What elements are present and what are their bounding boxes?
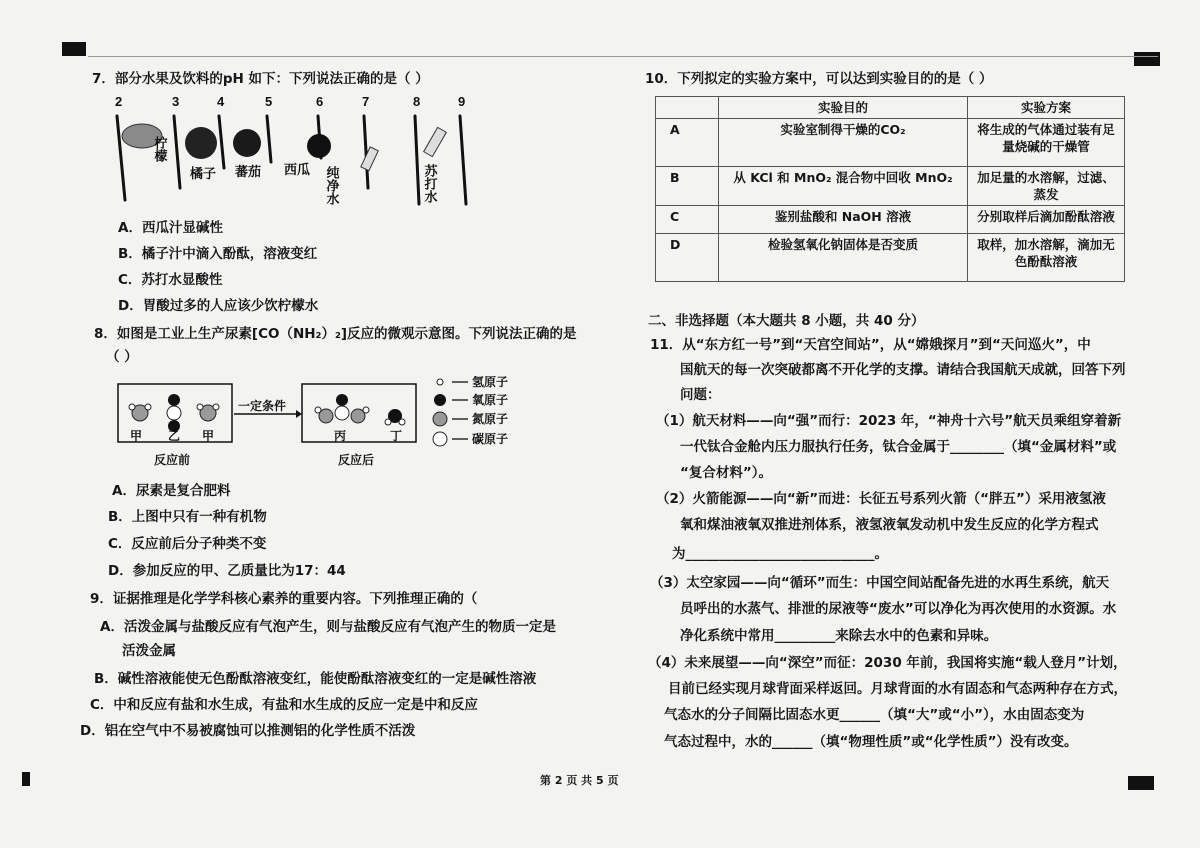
q9-stem: 9．证据推理是化学学科核心素养的重要内容。下列推理正确的（ bbox=[90, 591, 478, 607]
table-row bbox=[656, 206, 1125, 234]
q7-option-b: B．橘子汁中滴入酚酞，溶液变红 bbox=[118, 246, 318, 262]
table-cell-plan: 加足量的水溶解，过滤、蒸发 bbox=[968, 167, 1125, 206]
ph-bar bbox=[219, 116, 224, 168]
ph-tick-label: 2 bbox=[115, 94, 123, 109]
soda-bottle-icon bbox=[424, 127, 447, 156]
q11-line: “复合材料”）。 bbox=[680, 465, 772, 481]
q8-stem: 8．如图是工业上生产尿素[CO（NH₂）₂]反应的微观示意图。下列说法正确的是 bbox=[94, 326, 577, 342]
mol-label-ding: 丁 bbox=[390, 429, 403, 443]
q11-line: 气态水的分子间隔比固态水更______（填“大”或“小”），水由固态变为 bbox=[664, 707, 1085, 723]
q9-option-a: A．活泼金属与盐酸反应有气泡产生，则与盐酸反应有气泡产生的物质一定是 bbox=[100, 619, 556, 635]
item-label-water: 纯净水 bbox=[324, 166, 340, 205]
q7-stem: 7．部分水果及饮料的pH 如下：下列说法正确的是（ ） bbox=[92, 71, 429, 87]
legend-carbon-icon bbox=[433, 432, 447, 446]
q11-line: （2）火箭能源——向“新”而进：长征五号系列火箭（“胖五”）采用液氢液 bbox=[656, 491, 1106, 507]
table-cell-key: A bbox=[656, 119, 719, 167]
table-header-purpose: 实验目的 bbox=[719, 97, 968, 119]
scan-corner-mark-bottom-left bbox=[22, 772, 30, 786]
table-cell-plan: 取样，加水溶解，滴加无色酚酞溶液 bbox=[968, 234, 1125, 282]
item-label-soda: 苏打水 bbox=[422, 164, 438, 203]
q7-option-c: C．苏打水显酸性 bbox=[118, 272, 223, 288]
scan-corner-mark-bottom-right bbox=[1128, 776, 1154, 790]
q9-option-b: B．碱性溶液能使无色酚酞溶液变红，能使酚酞溶液变红的一定是碱性溶液 bbox=[94, 671, 537, 687]
mol-label-jia-2: 甲 bbox=[202, 429, 215, 443]
legend-oxygen-icon bbox=[434, 394, 446, 406]
legend-hydrogen-icon bbox=[437, 379, 443, 385]
legend-nitrogen: 氮原子 bbox=[472, 412, 509, 426]
q11-line: 一代钛合金舱内压力服执行任务，钛合金属于________（填“金属材料”或 bbox=[680, 439, 1117, 455]
table-header-plan: 实验方案 bbox=[968, 97, 1125, 119]
ph-bar bbox=[460, 116, 466, 204]
q7-option-a: A．西瓜汁显碱性 bbox=[118, 220, 223, 236]
after-label: 反应后 bbox=[338, 453, 375, 467]
water-bottle-icon bbox=[361, 147, 378, 171]
orange-icon bbox=[185, 127, 217, 159]
atom-legend bbox=[433, 376, 508, 446]
q8-option-a: A．尿素是复合肥料 bbox=[112, 483, 231, 499]
q11-line: 氧和煤油液氧双推进剂体系，液氢液氧发动机中发生反应的化学方程式 bbox=[680, 517, 1099, 533]
table-header-row bbox=[656, 97, 1125, 119]
q11-line: 11．从“东方红一号”到“天宫空间站”，从“嫦娥探月”到“天问巡火”，中 bbox=[650, 337, 1091, 353]
molecule-nh3 bbox=[129, 404, 151, 421]
ph-tick-label: 8 bbox=[413, 94, 421, 109]
section-2-heading: 二、非选择题（本大题共 8 小题，共 40 分） bbox=[648, 313, 925, 329]
table-cell-purpose: 实验室制得干燥的CO₂ bbox=[719, 119, 968, 167]
table-cell-purpose: 鉴别盐酸和 NaOH 溶液 bbox=[719, 206, 968, 234]
q11-line: 问题： bbox=[680, 387, 721, 403]
q8-option-c: C．反应前后分子种类不变 bbox=[108, 536, 267, 552]
item-label-lemon: 柠檬 bbox=[152, 136, 168, 162]
ph-tick-label: 6 bbox=[316, 94, 324, 109]
q11-line: 气态过程中，水的______（填“物理性质”或“化学性质”）没有改变。 bbox=[664, 734, 1078, 750]
mol-label-jia-1: 甲 bbox=[130, 429, 143, 443]
ph-tick-label: 9 bbox=[458, 94, 466, 109]
table-cell bbox=[656, 97, 719, 119]
molecule-nh3 bbox=[197, 404, 219, 421]
q8-answer-paren: （ ） bbox=[106, 349, 138, 365]
page-footer: 第 2 页 共 5 页 bbox=[540, 774, 619, 787]
reaction-diagram bbox=[110, 376, 540, 474]
legend-oxygen: 氧原子 bbox=[472, 393, 509, 407]
q11-line: （3）太空家园——向“循环”而生：中国空间站配备先进的水再生系统，航天 bbox=[650, 575, 1110, 591]
table-cell-purpose: 检验氢氧化钠固体是否变质 bbox=[719, 234, 968, 282]
table-cell-purpose: 从 KCl 和 MnO₂ 混合物中回收 MnO₂ bbox=[719, 167, 968, 206]
q11-line: （4）未来展望——向“深空”而征：2030 年前，我国将实施“载人登月”计划， bbox=[648, 655, 1127, 671]
q11-line: 为____________________________。 bbox=[672, 546, 888, 562]
ph-bar bbox=[174, 116, 180, 188]
ph-bar bbox=[117, 116, 125, 200]
table-row bbox=[656, 234, 1125, 282]
q8-option-d: D．参加反应的甲、乙质量比为17：44 bbox=[108, 563, 346, 579]
molecule-co2 bbox=[167, 394, 181, 432]
tomato-icon bbox=[233, 129, 261, 157]
q9-option-d: D．铝在空气中不易被腐蚀可以推测铝的化学性质不活泼 bbox=[80, 723, 416, 739]
item-label-orange: 橘子 bbox=[190, 166, 217, 181]
item-label-tomato: 蕃茄 bbox=[235, 164, 262, 179]
q7-option-d: D．胃酸过多的人应该少饮柠檬水 bbox=[118, 298, 319, 314]
ph-bar bbox=[415, 116, 419, 204]
item-label-watermelon: 西瓜 bbox=[284, 162, 311, 177]
scan-corner-mark-top-left bbox=[62, 42, 86, 56]
q11-line: 国航天的每一次突破都离不开化学的支撑。请结合我国航天成就，回答下列 bbox=[680, 362, 1126, 378]
table-cell-plan: 将生成的气体通过装有足量烧碱的干燥管 bbox=[968, 119, 1125, 167]
legend-nitrogen-icon bbox=[433, 412, 447, 426]
q11-line: （1）航天材料——向“强”而行：2023 年，“神舟十六号”航天员乘组穿着新 bbox=[656, 413, 1122, 429]
scan-corner-mark-top-right bbox=[1134, 52, 1160, 66]
watermelon-icon bbox=[307, 134, 331, 158]
q9-option-a-cont: 活泼金属 bbox=[122, 643, 176, 659]
before-label: 反应前 bbox=[154, 453, 191, 467]
ph-tick-label: 3 bbox=[172, 94, 180, 109]
legend-hydrogen: 氢原子 bbox=[472, 376, 509, 389]
legend-carbon: 碳原子 bbox=[472, 432, 509, 446]
q11-line: 员呼出的水蒸气、排泄的尿液等“废水”可以净化为再次使用的水资源。水 bbox=[680, 601, 1117, 617]
table-cell-key: D bbox=[656, 234, 719, 282]
molecule-water bbox=[385, 409, 405, 425]
table-cell-plan: 分别取样后滴加酚酞溶液 bbox=[968, 206, 1125, 234]
mol-label-yi: 乙 bbox=[168, 429, 181, 443]
ph-tick-label: 7 bbox=[362, 94, 370, 109]
page-fold-line bbox=[88, 56, 1158, 57]
ph-scale-diagram bbox=[100, 92, 480, 214]
ph-tick-label: 4 bbox=[217, 94, 225, 109]
condition-label: 一定条件 bbox=[238, 399, 287, 413]
q10-stem: 10．下列拟定的实验方案中，可以达到实验目的的是（ ） bbox=[645, 71, 993, 87]
q11-line: 净化系统中常用_________来除去水中的色素和异味。 bbox=[680, 628, 998, 644]
table-cell-key: B bbox=[656, 167, 719, 206]
ph-tick-label: 5 bbox=[265, 94, 273, 109]
experiment-table bbox=[655, 96, 1125, 282]
table-row bbox=[656, 167, 1125, 206]
mol-label-bing: 丙 bbox=[334, 429, 347, 443]
table-cell-key: C bbox=[656, 206, 719, 234]
ph-bar bbox=[267, 116, 271, 162]
table-row bbox=[656, 119, 1125, 167]
q9-option-c: C．中和反应有盐和水生成，有盐和水生成的反应一定是中和反应 bbox=[90, 697, 478, 713]
molecule-urea bbox=[315, 394, 369, 423]
q8-option-b: B．上图中只有一种有机物 bbox=[108, 509, 267, 525]
q11-line: 目前已经实现月球背面采样返回。月球背面的水有固态和气态两种存在方式， bbox=[668, 681, 1127, 697]
